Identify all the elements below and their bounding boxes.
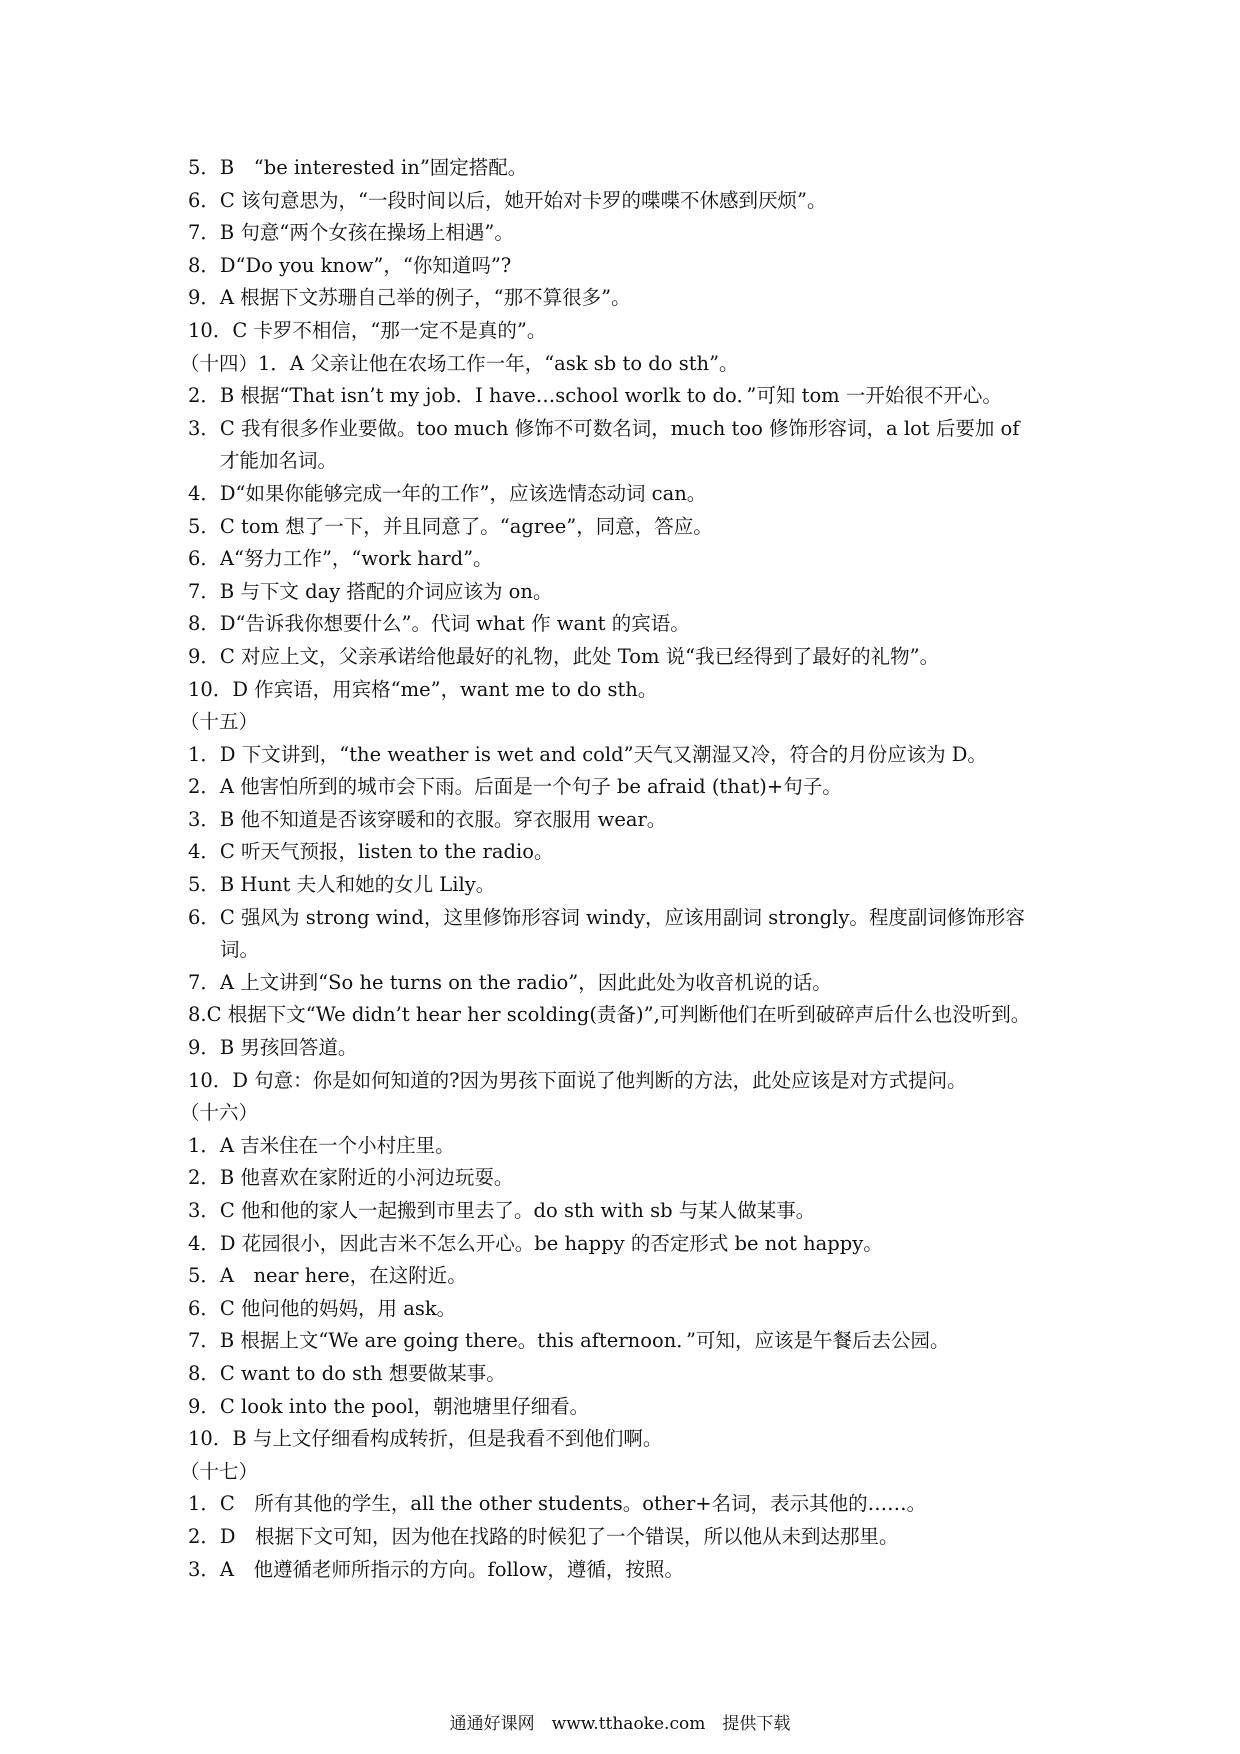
answer-continuation: 词。 (220, 938, 260, 962)
answer-item: 6．C 该句意思为，“一段时间以后，她开始对卡罗的喋喋不休感到厌烦”。 (188, 188, 827, 212)
answer-item: 1．C 所有其他的学生，all the other students。other+名词，表示其他的……。 (188, 1492, 927, 1516)
answer-item: 9．C look into the pool，朝池塘里仔细看。 (188, 1394, 590, 1418)
answer-item: 9．C 对应上文，父亲承诺给他最好的礼物，此处 Tom 说“我已经得到了最好的礼物”。 (188, 644, 940, 668)
answer-item: 10．D 作宾语，用宾格“me”，want me to do sth。 (188, 677, 658, 701)
answer-item: 9．A 根据下文苏珊自己举的例子，“那不算很多”。 (188, 286, 631, 310)
answer-key-body (180, 152, 1068, 1586)
answer-item: 7．A 上文讲到“So he turns on the radio”，因此此处为收音机说的话。 (188, 970, 832, 994)
answer-item: 8．C want to do sth 想要做某事。 (188, 1361, 506, 1385)
section-heading: （十六） (180, 1101, 259, 1125)
answer-item: 8．D“Do you know”，“你知道吗”? (188, 253, 512, 277)
answer-item: 3．A 他遵循老师所指示的方向。follow，遵循，按照。 (188, 1557, 684, 1581)
answer-item: 3．B 他不知道是否该穿暖和的衣服。穿衣服用 wear。 (188, 807, 667, 831)
answer-item: 9．B 男孩回答道。 (188, 1036, 358, 1060)
answer-item: 4．C 听天气预报，listen to the radio。 (188, 840, 554, 864)
answer-item: 7．B 与下文 day 搭配的介词应该为 on。 (188, 579, 553, 603)
answer-item: 10．D 句意：你是如何知道的?因为男孩下面说了他判断的方法，此处应该是对方式提问。 (188, 1068, 967, 1092)
answer-item: 3．C 我有很多作业要做。too much 修饰不可数名词，much too 修饰形容词，a lot 后要加 of (188, 416, 1020, 440)
answer-item: 5．C tom 想了一下，并且同意了。“agree”，同意，答应。 (188, 514, 713, 538)
answer-item: 5．B Hunt 夫人和她的女儿 Lily。 (188, 873, 496, 897)
answer-item: 2．B 根据“That isn’t my job．I have…school worlk to do．”可知 tom 一开始很不开心。 (188, 384, 1002, 408)
answer-item: 6．C 他问他的妈妈，用 ask。 (188, 1296, 457, 1320)
section-heading: （十七） (180, 1459, 259, 1483)
section-heading: （十四）1．A 父亲让他在农场工作一年，“ask sb to do sth”。 (180, 351, 739, 375)
page-footer: 通通好课网 www.tthaoke.com 提供下载 (449, 1714, 791, 1734)
answer-item: 2．D 根据下文可知，因为他在找路的时候犯了一个错误，所以他从未到达那里。 (188, 1524, 899, 1548)
answer-item: 3．C 他和他的家人一起搬到市里去了。do sth with sb 与某人做某事。 (188, 1199, 816, 1222)
answer-item: 2．A 他害怕所到的城市会下雨。后面是一个句子 be afraid (that)+句子。 (188, 775, 842, 799)
answer-item: 5．A near here，在这附近。 (188, 1264, 467, 1288)
answer-item: 6．A“努力工作”，“work hard”。 (188, 547, 493, 571)
answer-item: 8.C 根据下文“We didn’t hear her scolding(责备)”,可判断他们在听到破碎声后什么也没听到。 (188, 1003, 1031, 1027)
answer-item: 1．A 吉米住在一个小村庄里。 (188, 1133, 455, 1157)
answer-item: 10．B 与上文仔细看构成转折，但是我看不到他们啊。 (188, 1427, 663, 1451)
answer-item: 8．D“告诉我你想要什么”。代词 what 作 want 的宾语。 (188, 612, 690, 636)
answer-item: 10．C 卡罗不相信，“那一定不是真的”。 (188, 318, 547, 342)
answer-item: 1．D 下文讲到，“the weather is wet and cold”天气又潮湿又冷，符合的月份应该为 D。 (188, 742, 987, 766)
section-heading: （十五） (180, 710, 259, 734)
answer-item: 5．B “be interested in”固定搭配。 (188, 156, 528, 179)
answer-item: 4．D“如果你能够完成一年的工作”，应该选情态动词 can。 (188, 481, 707, 505)
answer-item: 6．C 强风为 strong wind，这里修饰形容词 windy，应该用副词 strongly。程度副词修饰形容 (188, 905, 1025, 929)
answer-item: 7．B 根据上文“We are going there。this afternoon．”可知，应该是午餐后去公园。 (188, 1329, 950, 1353)
answer-item: 4．D 花园很小，因此吉米不怎么开心。be happy 的否定形式 be not happy。 (188, 1231, 883, 1255)
answer-item: 2．B 他喜欢在家附近的小河边玩耍。 (188, 1166, 514, 1190)
answer-item: 7．B 句意“两个女孩在操场上相遇”。 (188, 221, 514, 245)
answer-continuation: 才能加名词。 (220, 449, 338, 473)
